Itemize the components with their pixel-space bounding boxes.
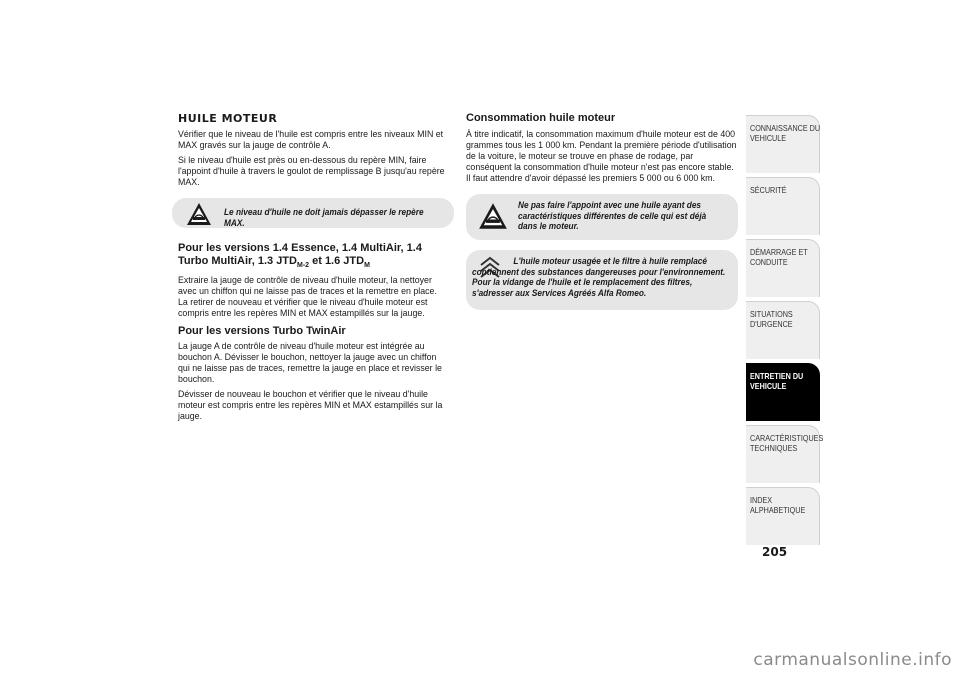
environment-notice: [466, 250, 738, 310]
tab-demarrage-et-conduite[interactable]: DÉMARRAGE ET CONDUITE: [746, 239, 820, 297]
notice-text: Le niveau d'huile ne doit jamais dépasser le repère MAX.: [224, 207, 424, 228]
paragraph: À titre indicatif, la consommation maximum d'huile moteur est de 400 grammes tous les 1 000 km. Pendant la première période d'utilisation de la voiture, le moteur se trouve en phase de rodage, par conséquent la consommation d'huile moteur n'est pas encore stable. Il faut attendre d'avoir dépassé les premiers 5 000 ou 6 000 km.: [466, 129, 737, 184]
middle-column: [466, 112, 740, 320]
subsection-title: Pour les versions 1.4 Essence, 1.4 MultiAir, 1.4 Turbo MultiAir, 1.3 $JTD_{M-2}$ et 1.6 $JTD_M$: [178, 242, 422, 270]
section-heading: HUILE MOTEUR: [178, 112, 278, 125]
subsection-title: Pour les versions Turbo TwinAir: [178, 325, 346, 338]
paragraph: Extraire la jauge de contrôle de niveau d'huile moteur, la nettoyer avec un chiffon qui ne laisse pas de traces et la remettre en place. La retirer de nouveau et vérifier que le niveau d'huile moteur est compris entre les repères MIN et MAX estampillés sur la jauge.: [178, 275, 437, 320]
watermark: carmanualsonline.info: [753, 650, 952, 670]
page-number: 205: [762, 545, 788, 559]
paragraph: Dévisser de nouveau le bouchon et vérifier que le niveau d'huile moteur est compris entre les repères MIN et MAX estampillés sur la jauge.: [178, 389, 443, 423]
notice-text: Ne pas faire l'appoint avec une huile ayant des caractéristiques différentes de celle qui est déjà dans le moteur.: [518, 200, 707, 231]
warning-notice: [172, 198, 454, 228]
notice-text: L'huile moteur usagée et le filtre à huile remplacé contiennent des substances dangereuses pour l'environnement. Pour la vidange de l'huile et le remplacement des filtres, s'adresser aux Services Agréés Alfa Romeo.: [472, 256, 726, 298]
warning-notice: [466, 194, 738, 240]
paragraph: Si le niveau d'huile est près ou en-dessous du repère MIN, faire l'appoint d'huile à travers le goulot de remplissage B jusqu'au repère MAX.: [178, 155, 445, 188]
oil-warning-icon: [186, 202, 212, 226]
paragraph: La jauge A de contrôle de niveau d'huile moteur est intégrée au bouchon A. Dévisser le bouchon, nettoyer la jauge avec un chiffon qui ne laisse pas de traces, remettre la jauge en place et revisser le bouchon.: [178, 341, 442, 386]
tab-index-alphabetique[interactable]: INDEX ALPHABETIQUE: [746, 487, 820, 545]
tab-securite[interactable]: SÉCURITÉ: [746, 177, 820, 235]
oil-warning-icon: [478, 202, 508, 230]
tab-entretien-du-vehicule[interactable]: ENTRETIEN DU VEHICULE: [746, 363, 820, 421]
subsection-title: Consommation huile moteur: [466, 112, 616, 124]
tab-caracteristiques-techniques[interactable]: CARACTÉRISTIQUES TECHNIQUES: [746, 425, 820, 483]
tab-connaissance-du-vehicule[interactable]: CONNAISSANCE DU VEHICULE: [746, 115, 820, 173]
paragraph: Vérifier que le niveau de l'huile est compris entre les niveaux MIN et MAX gravés sur la jauge de contrôle A.: [178, 129, 444, 151]
left-column: [178, 112, 450, 426]
chapter-tabs: [746, 115, 824, 549]
tab-situations-d-urgence[interactable]: SITUATIONS D'URGENCE: [746, 301, 820, 359]
